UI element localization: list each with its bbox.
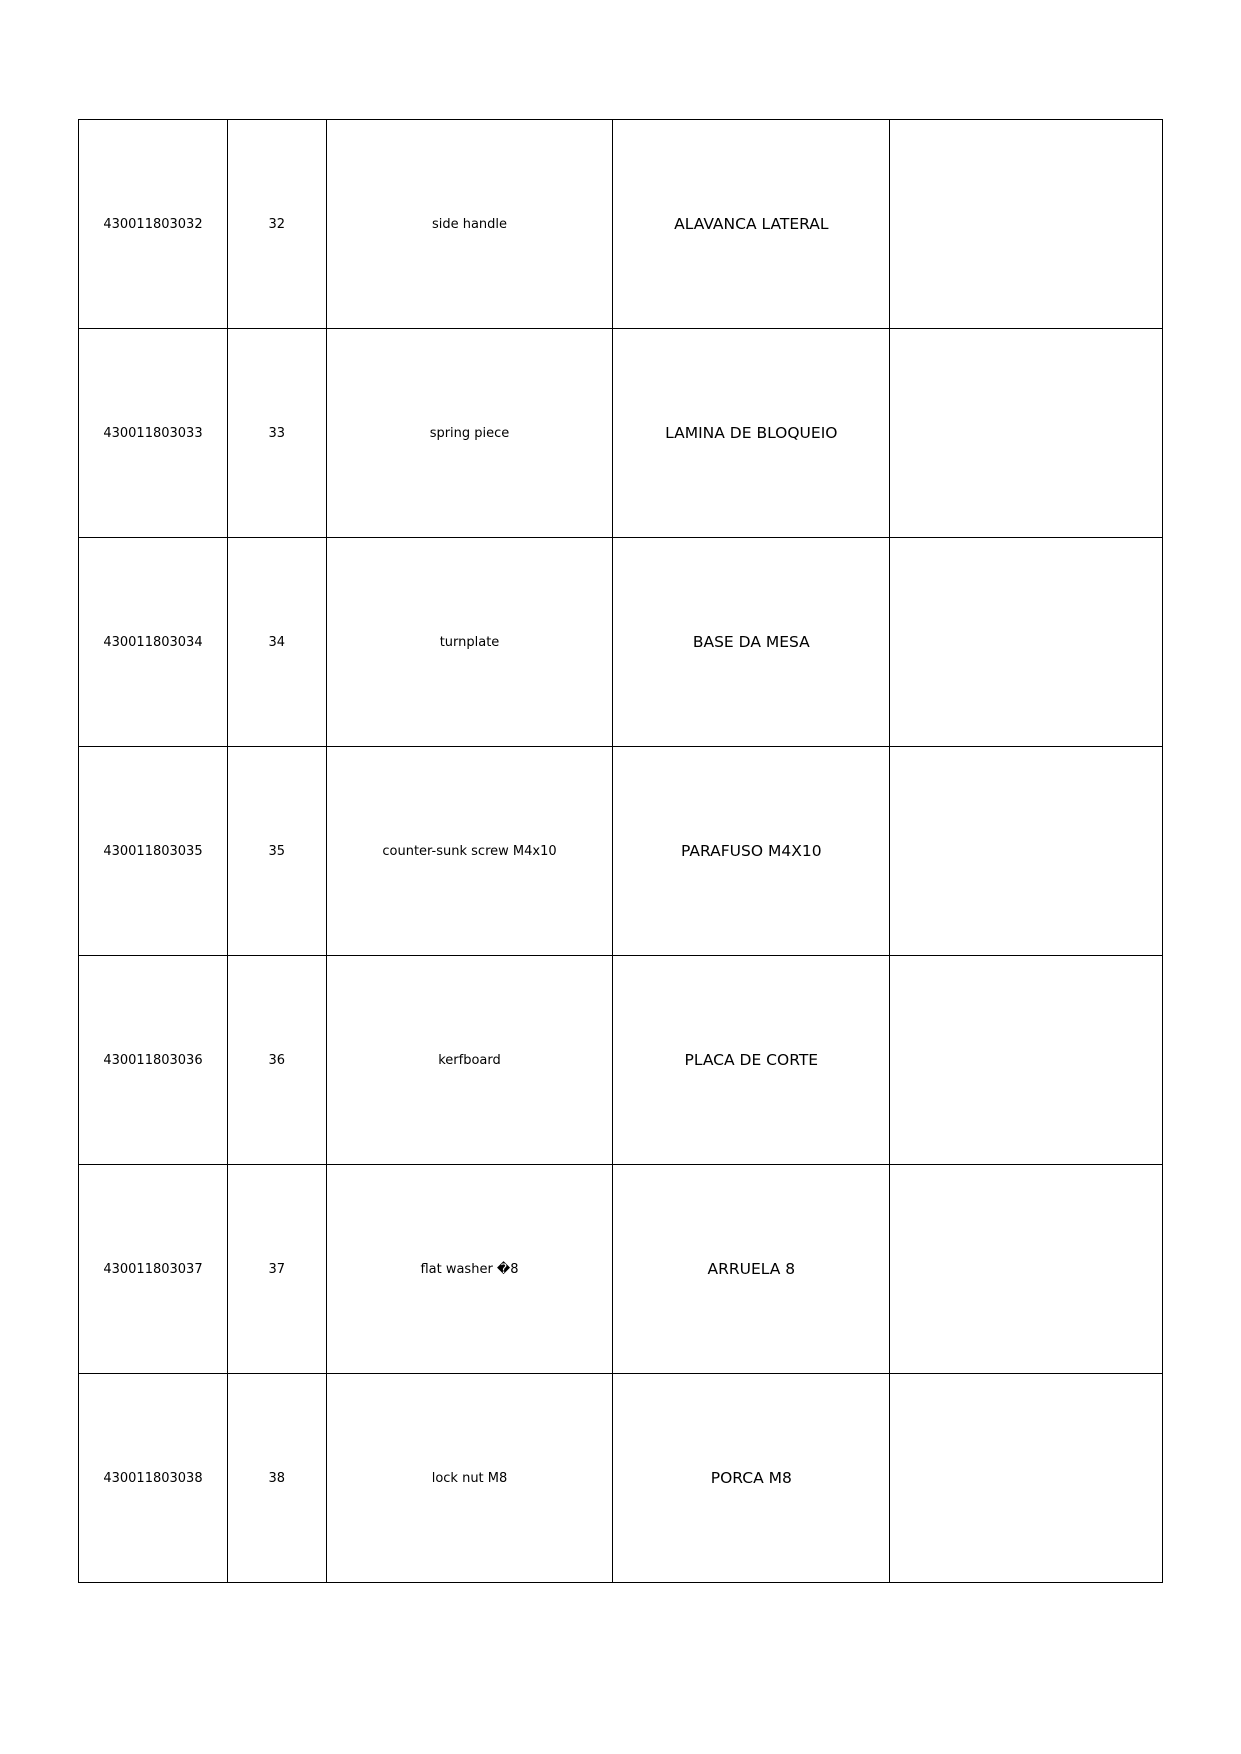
part-number: 38 [227,1374,326,1583]
table-row [79,1374,1163,1583]
description-pt: ARRUELA 8 [613,1165,890,1374]
extra-cell [890,120,1163,329]
part-code: 430011803035 [79,747,228,956]
part-code: 430011803033 [79,329,228,538]
description-en: flat washer �8 [326,1165,613,1374]
parts-table [78,119,1163,1583]
part-number: 33 [227,329,326,538]
part-code: 430011803032 [79,120,228,329]
extra-cell [890,747,1163,956]
part-number: 36 [227,956,326,1165]
description-pt: PARAFUSO M4X10 [613,747,890,956]
table-row [79,956,1163,1165]
description-en: counter-sunk screw M4x10 [326,747,613,956]
description-pt: BASE DA MESA [613,538,890,747]
table-row [79,747,1163,956]
extra-cell [890,538,1163,747]
description-en: side handle [326,120,613,329]
part-code: 430011803034 [79,538,228,747]
table-row [79,329,1163,538]
description-pt: PLACA DE CORTE [613,956,890,1165]
description-pt: LAMINA DE BLOQUEIO [613,329,890,538]
table-row [79,1165,1163,1374]
part-number: 32 [227,120,326,329]
description-pt: PORCA M8 [613,1374,890,1583]
description-pt: ALAVANCA LATERAL [613,120,890,329]
table-row [79,538,1163,747]
description-en: turnplate [326,538,613,747]
part-number: 34 [227,538,326,747]
table-row [79,120,1163,329]
part-code: 430011803038 [79,1374,228,1583]
description-en: lock nut M8 [326,1374,613,1583]
part-code: 430011803036 [79,956,228,1165]
description-en: spring piece [326,329,613,538]
extra-cell [890,1374,1163,1583]
part-code: 430011803037 [79,1165,228,1374]
extra-cell [890,329,1163,538]
part-number: 35 [227,747,326,956]
description-en: kerfboard [326,956,613,1165]
part-number: 37 [227,1165,326,1374]
extra-cell [890,956,1163,1165]
extra-cell [890,1165,1163,1374]
